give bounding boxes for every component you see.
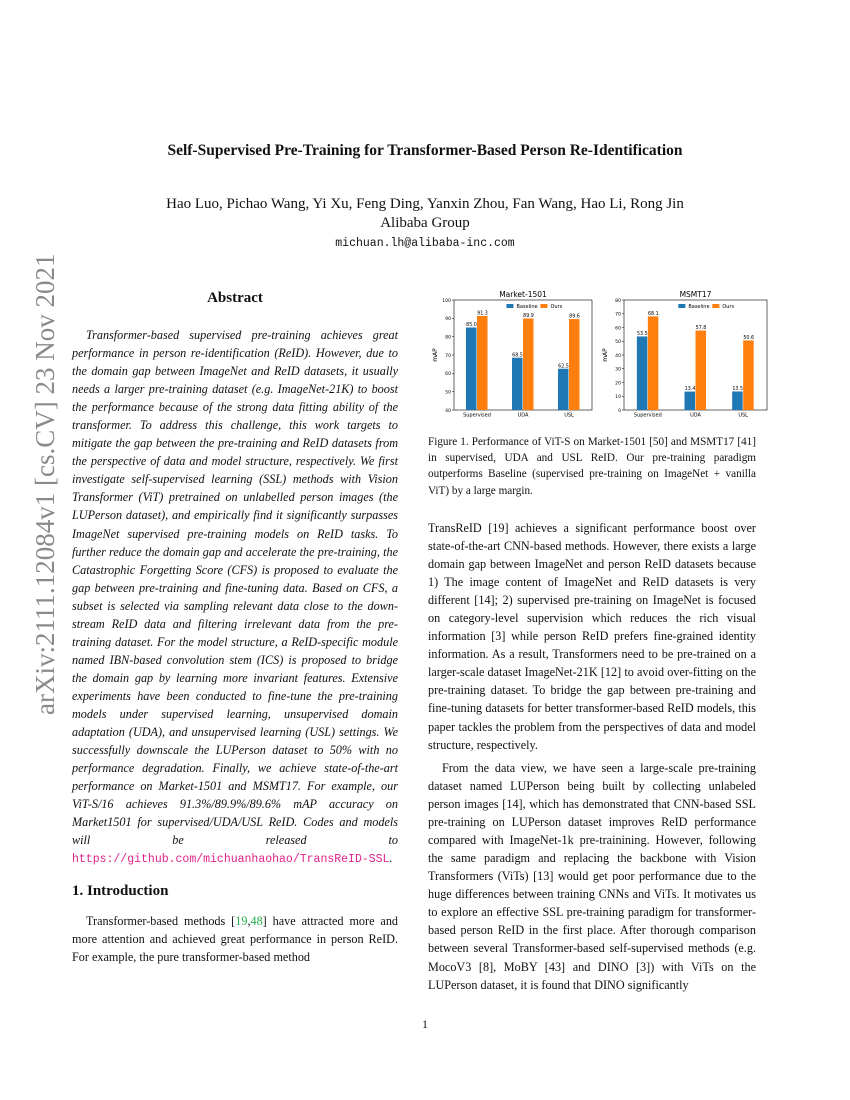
data-label: 13.4 — [684, 387, 696, 393]
abstract-text: Transformer-based supervised pre-training achieves great performance in person re-identification (ReID). However, due to the domain gap between ImageNet and ReID datasets, it usually needs a larger pre-training dataset (e.g. ImageNet-21K) to boost the performance because of the strong data fitting ability of the transformer. To address this challenge, this work targets to mitigate the gap between the pre-training and ReID datasets from the perspective of data and model structure, respectively. We first investigate self-supervised learning (SSL) methods with Vision Transformer (ViT) pretrained on unlabelled person images (the LUPerson dataset), and empirically find it significantly surpasses ImageNet supervised pre-training models on ReID tasks. To further reduce the domain gap and accelerate the pre-training, the Catastrophic Forgetting Score (CFS) is proposed to evaluate the gap between pre-training and fine-tuning data. Based on CFS, a subset is selected via sampling relevant data close to the down-stream ReID data and filtering irrelevant data from the pre-training dataset. For the model structure, a ReID-specific module named IBN-based convolution stem (ICS) is proposed to bridge the domain gap by learning more invariant features. Extensive experiments have been conducted to fine-tune the pre-training models under supervised learning, unsupervised domain adaptation (UDA), and unsupervised learning (USL) settings. We successfully downscale the LUPerson dataset to 50% with no performance degradation. Finally, we achieve state-of-the-art performance on Market-1501 and MSMT17. For example, our ViT-S/16 achieves 91.3%/89.9%/89.6% mAP accuracy on Market1501 for supervised/UDA/USL ReID. Codes and models will be released to — [72, 328, 398, 848]
y-tick-label: 70 — [445, 353, 451, 359]
legend-swatch — [712, 304, 719, 308]
right-paragraph-2: From the data view, we have seen a large-scale pre-training dataset named LUPerson being built by collecting unlabeled person images [14], which has demonstrated that CNN-based SSL pre-training on LUPerson dataset improves ReID performance compared with ImageNet-1k pre-trainining. However, following the same paradigm and replacing the backbone with Vision Transformers (ViTs) [13] would get poor performance due to the huge differences between training CNNs and ViTs. It motivates us to explore an effective SSL pre-training paradigm for transformer-based person ReID in the first place. After thorough comparison between several Transformer-based self-supervised methods (e.g. MocoV3 [8], MoBY [43] and DINO [3]) with ViTs on the LUPerson dataset, it is found that DINO significantly — [428, 761, 756, 992]
figure-caption: Figure 1. Performance of ViT-S on Market-1501 [50] and MSMT17 [41] in supervised, UDA and USL ReID. Our pre-training paradigm outperforms Baseline (supervised pre-training on ImageNet + vanilla ViT) by a large margin. — [428, 436, 756, 497]
arxiv-stamp: arXiv:2111.12084v1 [cs.CV] 23 Nov 2021 — [30, 253, 60, 715]
chart-title: MSMT17 — [679, 290, 712, 299]
bar — [558, 369, 569, 410]
bar — [569, 319, 580, 410]
bar — [685, 392, 696, 410]
bar — [512, 358, 523, 410]
legend-swatch — [540, 304, 547, 308]
chart-msmt17 — [598, 288, 773, 420]
paper-title: Self-Supervised Pre-Training for Transformer-Based Person Re-Identification — [167, 142, 683, 159]
legend-label: Ours — [550, 304, 563, 310]
y-axis-label: mAP — [602, 348, 609, 362]
y-tick-label: 0 — [618, 408, 621, 414]
bar — [466, 328, 477, 411]
y-tick-label: 60 — [615, 326, 621, 332]
citation-link[interactable]: 48 — [250, 914, 263, 928]
abstract-end: . — [389, 851, 393, 866]
bar — [743, 340, 754, 410]
data-label: 62.5 — [558, 364, 569, 370]
legend-label: Baseline — [516, 304, 538, 310]
citation-link[interactable]: 19 — [235, 914, 248, 928]
x-tick-label: Supervised — [633, 412, 662, 419]
intro-comma: , — [247, 914, 251, 928]
data-label: 57.8 — [695, 326, 707, 332]
abstract-body — [72, 326, 398, 869]
intro-heading: 1. Introduction — [72, 883, 169, 899]
data-label: 53.5 — [636, 331, 648, 337]
intro-text-b: ] have attracted more and more attention and achieved great performance in person ReID. For example, the pure transformer-based method — [72, 914, 399, 965]
bar — [696, 331, 707, 410]
legend-swatch — [678, 304, 685, 308]
x-tick-label: Supervised — [463, 412, 491, 419]
y-tick-label: 30 — [615, 367, 621, 373]
x-tick-label: USL — [564, 412, 574, 419]
y-tick-label: 40 — [615, 353, 621, 359]
chart-market1501 — [428, 288, 598, 420]
y-tick-label: 10 — [615, 395, 621, 401]
x-tick-label: USL — [738, 412, 748, 419]
x-tick-label: UDA — [517, 412, 529, 419]
data-label: 50.6 — [743, 335, 755, 341]
legend-label: Baseline — [688, 304, 710, 310]
bar — [648, 316, 659, 410]
data-label: 91.3 — [477, 311, 488, 317]
author-block — [0, 195, 850, 233]
code-link[interactable]: https://github.com/michuanhaohao/TransReID-SSL — [72, 853, 390, 867]
data-label: 89.6 — [569, 314, 580, 320]
intro-text-a: Transformer-based methods [ — [86, 914, 236, 928]
y-tick-label: 40 — [445, 408, 451, 414]
data-label: 13.5 — [732, 386, 744, 392]
chart-title: Market-1501 — [499, 290, 547, 299]
abstract-heading: Abstract — [207, 290, 263, 306]
legend-swatch — [506, 304, 513, 308]
y-tick-label: 80 — [615, 298, 621, 304]
data-label: 85.0 — [466, 323, 477, 328]
data-label: 68.5 — [512, 353, 523, 359]
y-tick-label: 80 — [445, 335, 451, 341]
author-list: Hao Luo, Pichao Wang, Yi Xu, Feng Ding, Yanxin Zhou, Fan Wang, Hao Li, Rong Jin — [166, 196, 684, 212]
x-tick-label: UDA — [690, 412, 701, 419]
legend-label: Ours — [722, 304, 735, 310]
y-tick-label: 50 — [445, 390, 451, 396]
bar — [637, 336, 648, 410]
y-tick-label: 100 — [442, 298, 451, 304]
page-number: 1 — [422, 1017, 428, 1031]
intro-paragraph — [72, 912, 398, 966]
author-email[interactable]: michuan.lh@alibaba-inc.com — [335, 237, 515, 250]
bar — [732, 391, 743, 410]
data-label: 68.1 — [647, 311, 659, 317]
y-tick-label: 50 — [615, 340, 621, 346]
bar — [523, 319, 534, 410]
y-tick-label: 60 — [445, 372, 451, 378]
affiliation: Alibaba Group — [380, 215, 470, 231]
y-axis-label: mAP — [432, 348, 439, 362]
bar — [477, 316, 488, 410]
right-paragraph-1: TransReID [19] achieves a significant performance boost over state-of-the-art CNN-based methods. However, there exists a large domain gap between ImageNet and person ReID datasets because 1) The image content of ImageNet and ReID datasets is very different [14]; 2) supervised pre-training on ImageNet is focused on category-level supervision which reduces the rich visual information [3] while person ReID prefers fine-grained identity information. As a result, Transformers need to be pre-trained on a larger-scale dataset ImageNet-21K [12] to avoid over-fitting on the pre-training dataset. To bridge the gap between pre-training and fine-tuning datasets for better transformer-based ReID models, this paper tackles the problem from the perspectives of data and model structure, respectively. — [428, 521, 756, 752]
y-tick-label: 90 — [445, 317, 451, 323]
data-label: 89.9 — [523, 314, 534, 320]
y-tick-label: 70 — [615, 312, 621, 318]
y-tick-label: 20 — [615, 381, 621, 387]
